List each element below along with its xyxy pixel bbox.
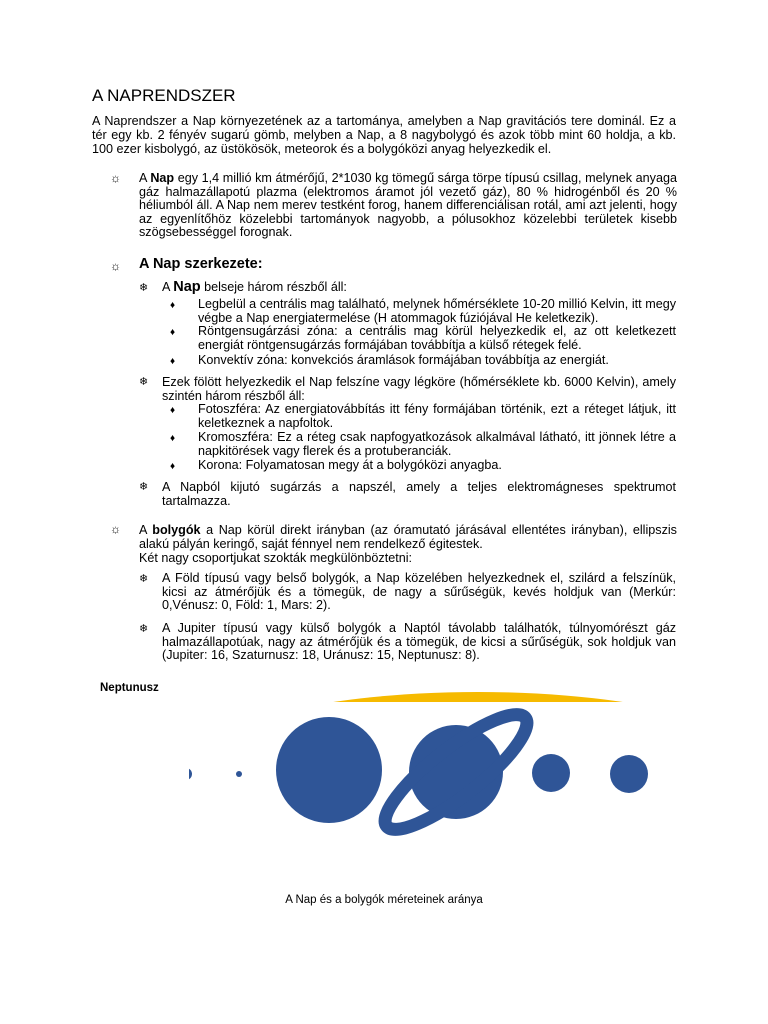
structure-heading: A Nap szerkezete: (139, 256, 263, 272)
sun-prefix: A (139, 171, 151, 185)
sun-text: egy 1,4 millió km átmérőjű, 2*1030 kg tömegű sárga törpe típusú csillag, melynek anyaga gáz halmazállapotú plazma (elektromos áramot jól vezető gáz), 80 % hidrogénből és 20 % héliumból áll. A Nap nem merev testként forog, hanem differenciálisan rotál, ami azt jelenti, hogy az egyenlítőhöz közelebbi tartományok nagyobb, a pólusokhoz közelebbi területek kisebb szögsebességgel forognak. (139, 171, 677, 239)
sun-bold: Nap (150, 171, 175, 185)
solar-system-figure (0, 660, 768, 890)
snowflake-icon: ❄ (139, 573, 149, 585)
planets-prefix: A (139, 523, 153, 537)
snowflake-icon: ❄ (139, 376, 149, 388)
surface-item: Kromoszféra: Ez a réteg csak napfogyatkozások alkalmával látható, itt jönnek létre a napkitörések vagy flerek és a protuberanciák. (198, 430, 676, 458)
bullet-sun-icon: ☼ (110, 171, 121, 185)
interior-line (162, 281, 676, 295)
drop-icon: ♦ (170, 433, 176, 444)
planet-neptune-shape (610, 755, 648, 793)
interior-item: Legbelül a centrális mag található, melynek hőmérséklete 10-20 millió Kelvin, itt megy végbe a Nap energiatermelése (H atommagok fúziójával He keletkezik). (198, 297, 676, 325)
bullet-planets-icon: ☼ (110, 522, 121, 536)
planet-group-item: A Föld típusú vagy belső bolygók, a Nap közelében helyezkednek el, szilárd a felszínük, kicsi az átmérőjük és a tömegük, de nagy a sűrűségük, kevés holdjuk van (Merkúr: 0,Vénusz: 0, Föld: 1, Mars: 2). (162, 571, 676, 612)
interior-item: Konvektív zóna: konvekciós áramlások formájában továbbítja az energiát. (198, 353, 609, 367)
interior-prefix: A (162, 280, 174, 294)
interior-text: belseje három részből áll: (200, 280, 347, 294)
wind-text: A Napból kijutó sugárzás a napszél, amely a teljes elektromágneses spektrumot tartalmazza. (162, 480, 676, 508)
planets-paragraph (139, 524, 677, 551)
neptunusz-label: Neptunusz (100, 682, 159, 694)
snowflake-icon: ❄ (139, 623, 149, 635)
planet-uranus-shape (532, 754, 570, 792)
interior-bold: Nap (173, 279, 201, 295)
surface-item: Fotoszféra: Az energiatovábbítás itt fény formájában történik, ezt a réteget látjuk, itt keletkeznek a napfoltok. (198, 402, 676, 430)
surface-text: Ezek fölött helyezkedik el Nap felszíne vagy légköre (hőmérséklete kb. 6000 Kelvin), amely szintén három részből áll: (162, 375, 676, 403)
drop-icon: ♦ (170, 300, 176, 311)
interior-item: Röntgensugárzási zóna: a centrális mag körül helyezkedik el, az ott keletkezett energiát röntgensugárzás formájában továbbítja a külső rétegek felé. (198, 324, 676, 352)
drop-icon: ♦ (170, 405, 176, 416)
planets-text: a Nap körül direkt irányban (az óramutató járásával ellentétes irányban), ellipszis alakú pályán keringő, saját fénnyel nem rendelkező égitestek. (139, 523, 677, 551)
bullet-structure-icon: ☼ (110, 259, 121, 273)
planet-jupiter-shape (276, 717, 382, 823)
snowflake-icon: ❄ (139, 481, 149, 493)
drop-icon: ♦ (170, 327, 176, 338)
planet-mars-shape (236, 771, 242, 777)
planets-line2: Két nagy csoportjukat szokták megkülönböztetni: (139, 551, 413, 565)
figure-caption: A Nap és a bolygók méreteinek aránya (285, 894, 483, 906)
planet-group-item: A Jupiter típusú vagy külső bolygók a Naptól távolabb találhatók, túlnyomórészt gáz halmazállapotúak, nagy az átmérőjük és a tömegük, de kicsi a sűrűségük, sok holdjuk van (Jupiter: 16, Szaturnusz: 18, Uránusz: 15, Neptunusz: 8). (162, 621, 676, 662)
surface-item: Korona: Folyamatosan megy át a bolygóközi anyagba. (198, 458, 502, 472)
snowflake-icon: ❄ (139, 282, 149, 294)
planets-bold: bolygók (152, 523, 201, 537)
sun-paragraph (139, 172, 677, 240)
page-title: A NAPRENDSZER (92, 86, 236, 105)
intro-paragraph: A Naprendszer a Nap környezetének az a tartománya, amelyben a Nap gravitációs tere dominál. Ez a tér egy kb. 2 fényév sugarú gömb, melyben a Nap, a 8 nagybolygó és azok több mint 60 holdja, a kb. 100 ezer kisbolygó, az üstökösök, meteorok és a bolygóközi anyag helyezkedik el. (92, 114, 676, 156)
drop-icon: ♦ (170, 461, 176, 472)
drop-icon: ♦ (170, 356, 176, 367)
